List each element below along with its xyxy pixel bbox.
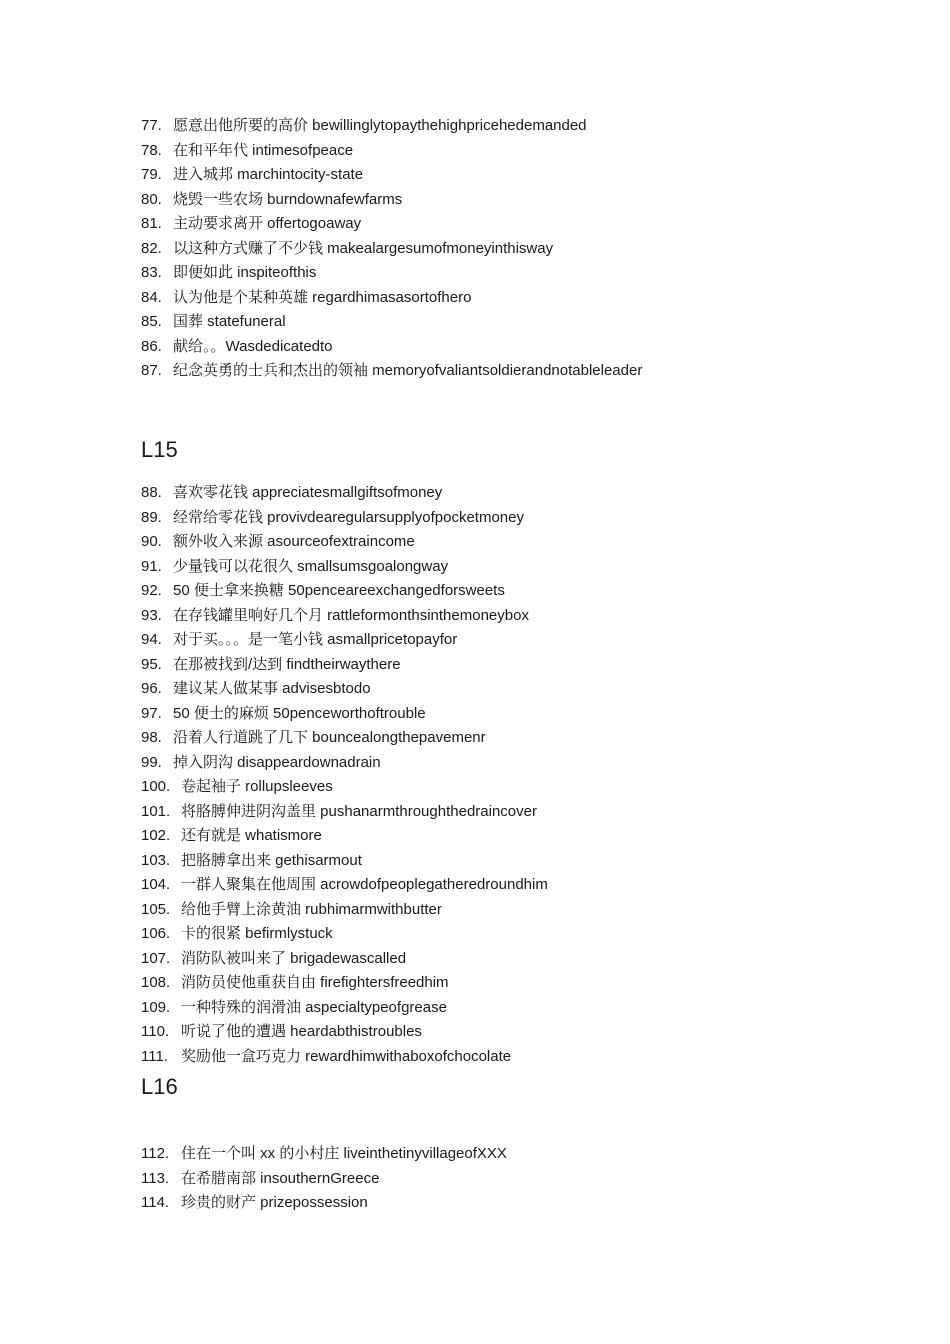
vocab-list-l15: [141, 481, 548, 1069]
list-item: [141, 1191, 507, 1216]
list-item: [141, 775, 548, 800]
item-text: 消防员使他重获自由 firefightersfreedhim: [181, 974, 449, 991]
item-number: 106.: [141, 925, 171, 942]
item-text: 即便如此 inspiteofthis: [173, 264, 317, 281]
list-item: [141, 751, 548, 776]
item-text: 沿着人行道跳了几下 bouncealongthepavemenr: [173, 729, 486, 746]
list-item: [141, 726, 548, 751]
list-item: [141, 335, 642, 360]
list-item: [141, 506, 548, 531]
item-text: 对于买。。。是一笔小钱 asmallpricetopayfor: [173, 631, 458, 648]
item-number: 78.: [141, 141, 162, 159]
item-text: 经常给零花钱 provivdearegularsupplyofpocketmoney: [173, 508, 524, 526]
item-text: 额外收入来源 asourceofextraincome: [173, 533, 415, 550]
item-number: 112.: [141, 1145, 170, 1162]
list-item: [141, 579, 548, 604]
list-item: [141, 824, 548, 849]
item-text: 听说了他的遭遇 heardabthistroubles: [181, 1023, 422, 1040]
item-text: 消防队被叫来了 brigadewascalled: [181, 949, 407, 967]
item-number: 94.: [141, 631, 162, 648]
list-item: [141, 971, 548, 996]
item-number: 77.: [141, 117, 162, 134]
list-item: [141, 188, 642, 213]
item-text: 一种特殊的润滑油 aspecialtypeofgrease: [181, 998, 447, 1016]
item-number: 104.: [141, 876, 171, 893]
item-number: 85.: [141, 313, 162, 330]
list-item: [141, 800, 548, 825]
item-text: 卡的很紧 befirmlystuck: [181, 925, 333, 942]
list-item: [141, 677, 548, 702]
list-item: [141, 702, 548, 727]
item-text: 在那被找到/达到 findtheirwaythere: [173, 655, 401, 673]
item-text: 把胳膊拿出来 gethisarmout: [181, 851, 362, 869]
item-number: 92.: [141, 582, 162, 599]
list-item: [141, 653, 548, 678]
item-number: 82.: [141, 239, 162, 257]
list-item: [141, 212, 642, 237]
list-item: [141, 481, 548, 506]
item-number: 90.: [141, 533, 162, 550]
item-text: 将胳膊伸进阴沟盖里 pushanarmthroughthedraincover: [181, 802, 537, 820]
item-number: 96.: [141, 680, 162, 697]
list-item: [141, 310, 642, 335]
vocab-list-l14-tail: [141, 114, 642, 384]
item-number: 108.: [141, 974, 171, 991]
list-item: [141, 1167, 507, 1192]
item-text: 卷起袖子 rollupsleeves: [181, 778, 333, 795]
item-text: 认为他是个某种英雄 regardhimasasortofhero: [173, 288, 472, 306]
list-item: [141, 1142, 507, 1167]
item-text: 以这种方式赚了不少钱 makealargesumofmoneyinthisway: [173, 239, 554, 257]
item-text: 奖励他一盒巧克力 rewardhimwithaboxofchocolate: [181, 1047, 512, 1065]
section-heading-l16: L16: [141, 1074, 178, 1099]
item-text: 一群人聚集在他周围 acrowdofpeoplegatheredroundhim: [181, 876, 548, 893]
item-number: 84.: [141, 288, 162, 306]
list-item: [141, 873, 548, 898]
item-number: 89.: [141, 508, 162, 526]
item-number: 95.: [141, 655, 162, 673]
item-text: 在和平年代 intimesofpeace: [173, 141, 354, 159]
item-text: 献给。。Wasdedicatedto: [173, 337, 333, 355]
item-number: 83.: [141, 264, 162, 281]
item-number: 87.: [141, 362, 162, 379]
list-item: [141, 237, 642, 262]
item-number: 93.: [141, 606, 162, 624]
item-number: 97.: [141, 704, 162, 722]
item-text: 珍贵的财产 prizepossession: [181, 1194, 368, 1211]
item-number: 99.: [141, 753, 162, 771]
section-heading-l15: L15: [141, 437, 178, 462]
item-number: 100.: [141, 778, 171, 795]
list-item: [141, 1020, 548, 1045]
item-number: 107.: [141, 949, 171, 967]
item-number: 80.: [141, 190, 162, 208]
item-number: 81.: [141, 215, 162, 232]
item-number: 88.: [141, 484, 162, 501]
item-number: 98.: [141, 729, 162, 746]
list-item: [141, 628, 548, 653]
list-item: [141, 1045, 548, 1070]
item-text: 主动要求离开 offertogoaway: [173, 215, 362, 232]
item-text: 少量钱可以花很久 smallsumsgoalongway: [173, 557, 449, 575]
item-text: 给他手臂上涂黄油 rubhimarmwithbutter: [181, 900, 442, 918]
item-text: 还有就是 whatismore: [181, 827, 322, 844]
list-item: [141, 922, 548, 947]
list-item: [141, 286, 642, 311]
item-text: 住在一个叫 xx 的小村庄 liveinthetinyvillageofXXX: [181, 1145, 507, 1162]
list-item: [141, 114, 642, 139]
item-number: 79.: [141, 166, 162, 183]
item-number: 103.: [141, 851, 171, 869]
item-text: 烧毁一些农场 burndownafewfarms: [173, 190, 403, 208]
list-item: [141, 849, 548, 874]
item-text: 愿意出他所要的高价 bewillinglytopaythehighpricehedemanded: [173, 117, 587, 134]
item-number: 110.: [141, 1023, 170, 1040]
item-text: 在存钱罐里响好几个月 rattleformonthsinthemoneybox: [173, 606, 529, 624]
item-number: 102.: [141, 827, 171, 844]
item-number: 91.: [141, 557, 162, 575]
item-text: 50 便士拿来换糖 50penceareexchangedforsweets: [173, 582, 505, 599]
item-text: 进入城邦 marchintocity-state: [173, 166, 364, 183]
item-number: 114.: [141, 1194, 170, 1211]
list-item: [141, 604, 548, 629]
item-text: 在希腊南部 insouthernGreece: [181, 1169, 380, 1187]
item-number: 101.: [141, 802, 171, 820]
item-text: 国葬 statefuneral: [173, 313, 286, 330]
list-item: [141, 996, 548, 1021]
item-text: 50 便士的麻烦 50penceworthoftrouble: [173, 704, 426, 722]
vocab-list-l16: [141, 1142, 507, 1216]
list-item: [141, 139, 642, 164]
list-item: [141, 555, 548, 580]
item-number: 113.: [141, 1169, 170, 1187]
item-number: 86.: [141, 337, 162, 355]
list-item: [141, 947, 548, 972]
item-text: 掉入阴沟 disappeardownadrain: [173, 753, 381, 771]
item-number: 111.: [141, 1047, 168, 1065]
item-number: 105.: [141, 900, 171, 918]
item-text: 喜欢零花钱 appreciatesmallgiftsofmoney: [173, 484, 443, 501]
list-item: [141, 530, 548, 555]
list-item: [141, 359, 642, 384]
item-text: 建议某人做某事 advisesbtodo: [173, 680, 371, 697]
item-text: 纪念英勇的士兵和杰出的领袖 memoryofvaliantsoldierandnotableleader: [173, 362, 643, 379]
list-item: [141, 261, 642, 286]
list-item: [141, 163, 642, 188]
item-number: 109.: [141, 998, 171, 1016]
list-item: [141, 898, 548, 923]
